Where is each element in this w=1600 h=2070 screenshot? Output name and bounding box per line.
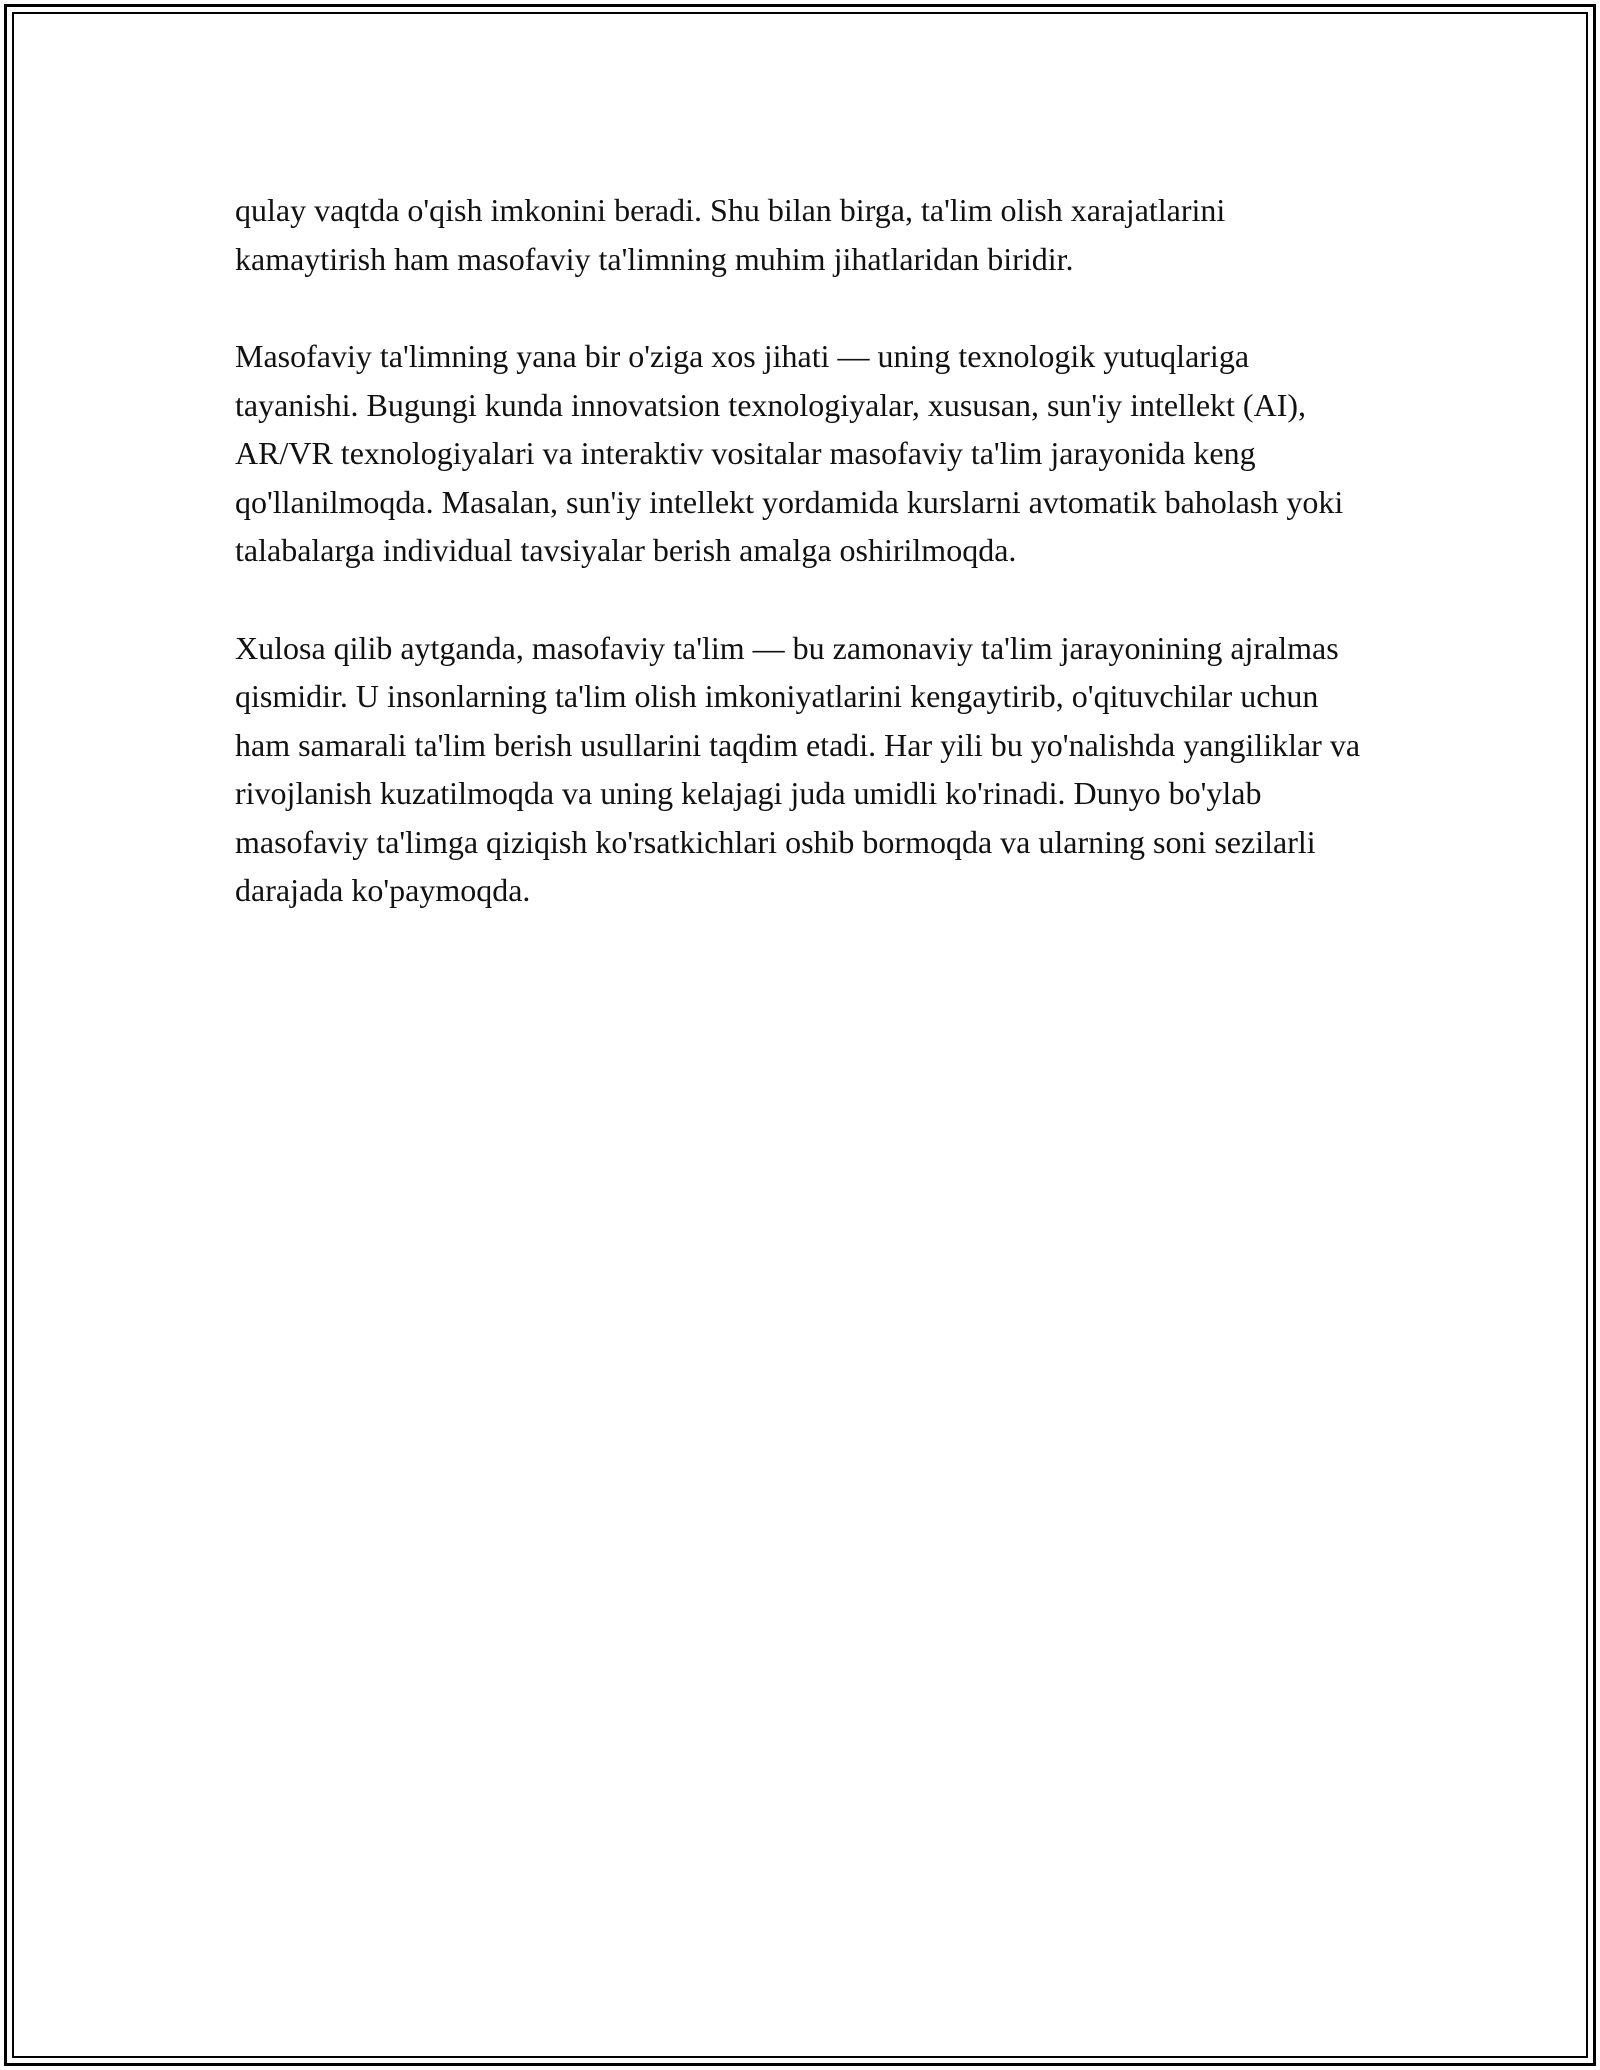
document-body xyxy=(235,186,1380,964)
paragraph-conclusion: Xulosa qilib aytganda, masofaviy ta'lim — bu zamonaviy ta'lim jarayonining ajralmas qismidir. U insonlarning ta'lim olish imkoniyatlarini kengaytirib, o'qituvchilar uchun ham samarali ta'lim berish usullarini taqdim etadi. Har yili bu yo'nalishda yangiliklar va rivojlanish kuzatilmoqda va uning kelajagi juda umidli ko'rinadi. Dunyo bo'ylab masofaviy ta'limga qiziqish ko'rsatkichlari oshib bormoqda va ularning soni sezilarli darajada ko'paymoqda. xyxy=(235,629,1361,908)
paragraph-cost-benefits: qulay vaqtda o'qish imkonini beradi. Shu bilan birga, ta'lim olish xarajatlarini kamaytirish ham masofaviy ta'limning muhim jihatlaridan biridir. xyxy=(235,192,1226,277)
paragraph-technology: Masofaviy ta'limning yana bir o'ziga xos jihati — uning texnologik yutuqlariga tayanishi. Bugungi kunda innovatsion texnologiyalar, xususan, sun'iy intellekt (AI), AR/VR texnologiyalari va interaktiv vositalar masofaviy ta'lim jarayonida keng qo'llanilmoqda. Masalan, sun'iy intellekt yordamida kurslarni avtomatik baholash yoki talabalarga individual tavsiyalar berish amalga oshirilmoqda. xyxy=(235,338,1344,568)
